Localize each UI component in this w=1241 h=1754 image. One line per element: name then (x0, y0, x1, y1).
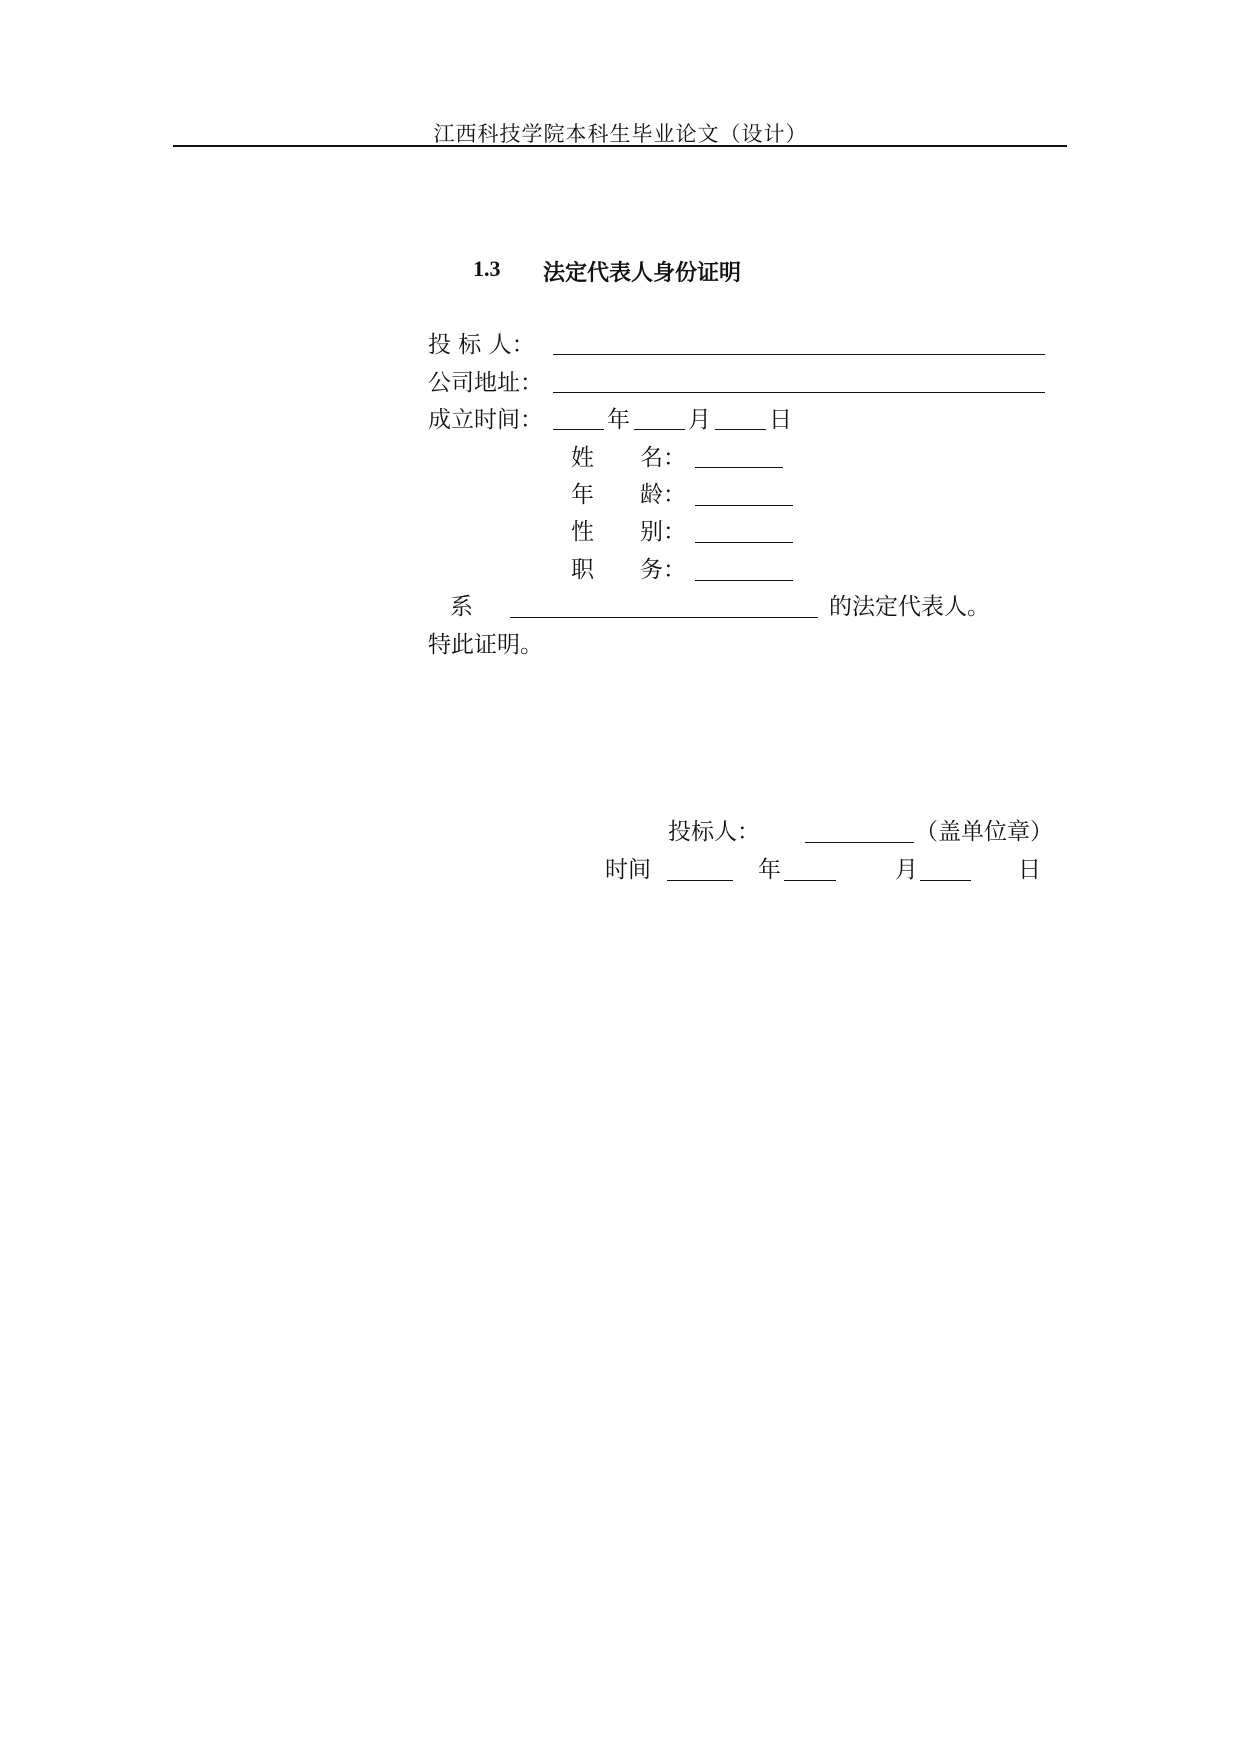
seal-note: （盖单位章） (915, 819, 1053, 845)
position-field[interactable] (695, 580, 793, 581)
signature-bidder-label: 投标人： (668, 819, 760, 845)
signature-month-unit: 月 (895, 857, 918, 883)
section-title: 法定代表人身份证明 (543, 261, 742, 286)
signature-bidder-field[interactable] (805, 842, 914, 843)
company-field[interactable] (510, 617, 818, 618)
running-header: 江西科技学院本科生毕业论文（设计） (433, 122, 808, 146)
established-month-field[interactable] (634, 429, 685, 430)
signature-year-field[interactable] (667, 880, 733, 881)
address-field[interactable] (553, 392, 1045, 393)
name-label: 姓 名： (571, 445, 686, 471)
established-day-field[interactable] (715, 429, 766, 430)
age-field[interactable] (695, 505, 793, 506)
certify-text: 特此证明。 (428, 632, 543, 658)
section-number: 1.3 (473, 256, 501, 281)
established-label: 成立时间： (428, 407, 543, 433)
established-day-unit: 日 (769, 407, 792, 433)
name-field[interactable] (695, 467, 783, 468)
relation-suffix: 的法定代表人。 (829, 594, 990, 620)
relation-prefix: 系 (450, 594, 473, 620)
gender-label: 性 别： (571, 519, 686, 545)
established-month-unit: 月 (688, 407, 711, 433)
age-label: 年 龄： (571, 482, 686, 508)
position-label: 职 务： (571, 557, 686, 583)
established-year-field[interactable] (553, 429, 604, 430)
gender-field[interactable] (695, 542, 793, 543)
signature-year-unit: 年 (758, 857, 781, 883)
address-label: 公司地址： (428, 370, 543, 396)
bidder-field[interactable] (553, 354, 1045, 355)
signature-day-field[interactable] (920, 880, 971, 881)
signature-day-unit: 日 (1018, 857, 1041, 883)
established-year-unit: 年 (607, 407, 630, 433)
header-rule (173, 145, 1067, 147)
bidder-label: 投 标 人： (428, 332, 535, 358)
signature-time-label: 时间 (605, 857, 651, 883)
signature-month-field[interactable] (784, 880, 836, 881)
